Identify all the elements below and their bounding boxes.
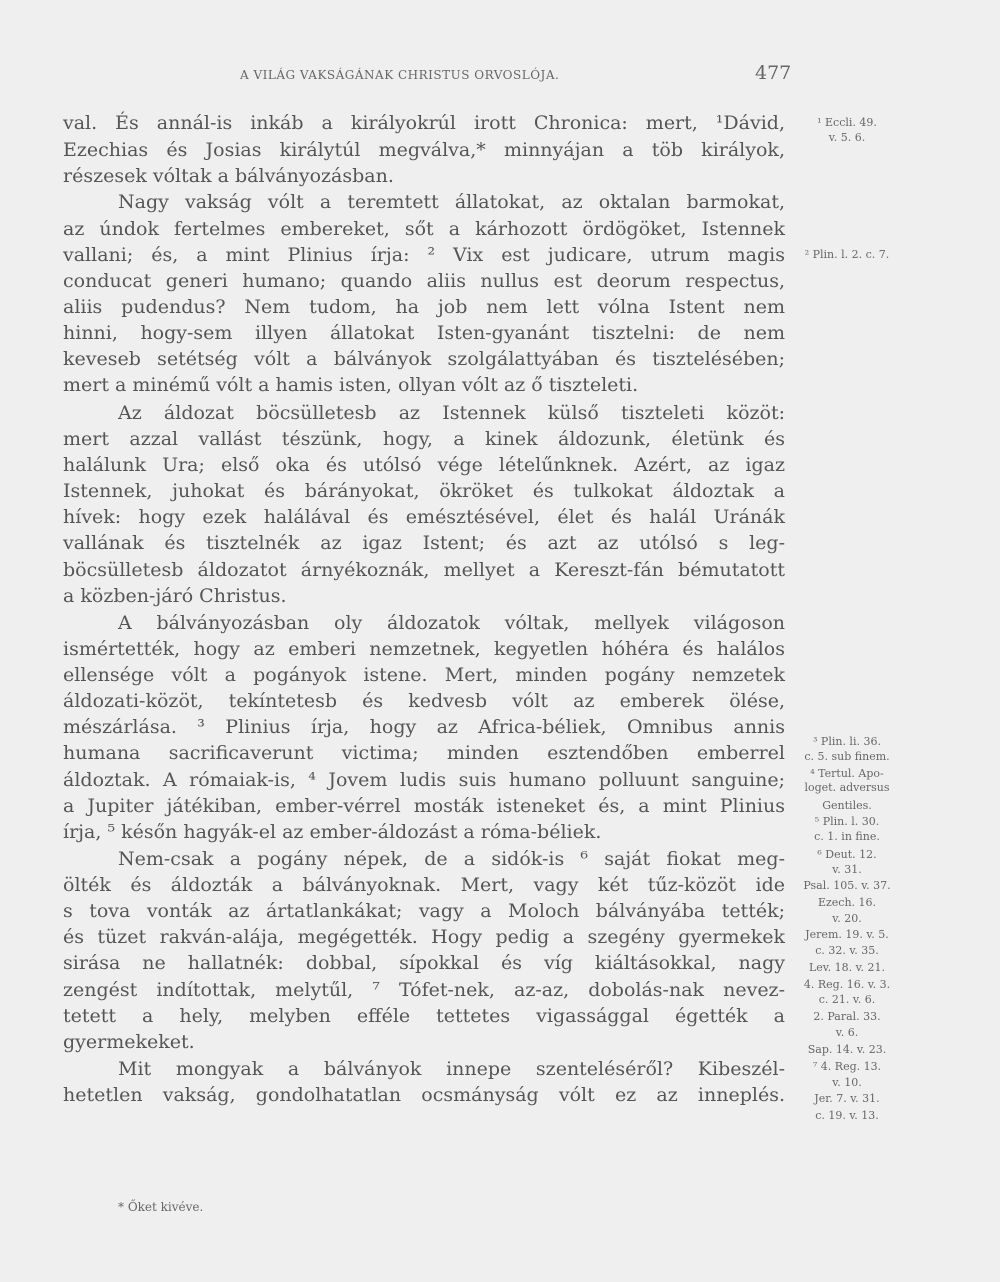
margin-note: Jerem. 19. v. 5. (805, 928, 889, 941)
text-line: áldozati-közöt, tekíntetesb és kedvesb vólt az emberek ölése, (63, 690, 785, 712)
text-line: hinni, hogy-sem illyen állatokat Isten-gyanánt tisztelni: de nem (63, 322, 785, 344)
margin-note: c. 5. sub finem. (804, 750, 890, 763)
margin-note: ⁷ 4. Reg. 13. (812, 1060, 882, 1073)
margin-note: loget. adversus (804, 781, 890, 794)
text-line: hetetlen vakság, gondolhatatlan ocsmányság vólt ez az inneplés. (63, 1084, 785, 1106)
text-line: írja, ⁵ későn hagyák-el az ember-áldozást a róma-béliek. (63, 821, 602, 843)
margin-note: ² Plin. l. 2. c. 7. (804, 248, 890, 261)
margin-note: ⁵ Plin. l. 30. (814, 815, 880, 828)
text-line: Ezechias és Josias királytúl megválva,* minnyájan a töb királyok, (63, 139, 785, 161)
text-line: aliis pudendus? Nem tudom, ha job nem lett vólna Istent nem (63, 296, 785, 318)
text-line: a közben-járó Christus. (63, 585, 287, 607)
text-line: humana sacrificaverunt victima; minden esztendőben emberrel (63, 742, 785, 764)
text-line: Nem-csak a pogány népek, de a sidók-is ⁶ saját fiokat meg- (118, 848, 785, 870)
margin-note: Psal. 105. v. 37. (803, 879, 891, 892)
margin-note: 4. Reg. 16. v. 3. (803, 978, 891, 991)
text-line: ismértették, hogy az emberi nemzetnek, kegyetlen hóhéra és halálos (63, 638, 785, 660)
margin-note: Sap. 14. v. 23. (807, 1043, 887, 1056)
margin-note: Gentiles. (822, 799, 872, 812)
page-header (0, 62, 1000, 88)
page-number: 477 (755, 62, 792, 84)
margin-note: v. 20. (832, 912, 862, 925)
text-line: mert azzal vallást tészünk, hogy, a kinek áldozunk, életünk és (63, 428, 785, 450)
margin-note: ³ Plin. li. 36. (813, 735, 881, 748)
text-line: ellensége vólt a pogányok istene. Mert, minden pogány nemzetek (63, 664, 785, 686)
text-line: ölték és áldozták a bálványoknak. Mert, vagy két tűz-közöt ide (63, 874, 785, 896)
text-line: keveseb setétség vólt a bálványok szolgálattyában és tisztelésében; (63, 348, 785, 370)
margin-note: ⁶ Deut. 12. (817, 848, 877, 861)
text-line: a Jupiter játékiban, ember-vérrel mosták isteneket és, a mint Plinius (63, 795, 785, 817)
text-line: halálunk Ura; első oka és utólsó vége lételűnknek. Azért, az igaz (63, 454, 785, 476)
margin-note: Lev. 18. v. 21. (808, 961, 886, 974)
margin-note: Ezech. 16. (817, 896, 877, 909)
text-line: A bálványozásban oly áldozatok vóltak, mellyek világoson (118, 612, 785, 634)
text-line: sirása ne hallatnék: dobbal, sípokkal és víg kiáltásokkal, nagy (63, 952, 785, 974)
text-line: Mit mongyak a bálványok innepe szenteléséről? Kibeszél- (118, 1058, 785, 1080)
text-line: mert a minémű vólt a hamis isten, ollyan vólt az ő tiszteleti. (63, 374, 639, 396)
text-line: gyermekeket. (63, 1031, 195, 1053)
text-line: böcsülletesb áldozatot árnyékoznák, mellyet a Kereszt-fán bémutatott (63, 559, 785, 581)
margin-note: c. 21. v. 6. (818, 993, 876, 1006)
margin-note: c. 32. v. 35. (815, 944, 879, 957)
text-line: tetett a hely, melyben efféle tettetes vigassággal égették a (63, 1005, 785, 1027)
margin-note: v. 31. (832, 863, 862, 876)
text-line: conducat generi humano; quando aliis nullus est deorum respectus, (63, 270, 785, 292)
footnote: * Őket kivéve. (118, 1200, 204, 1214)
margin-note: ¹ Eccli. 49. (817, 116, 877, 129)
margin-note: 2. Paral. 33. (813, 1010, 881, 1023)
text-line: Nagy vakság vólt a teremtett állatokat, az oktalan barmokat, (118, 191, 785, 213)
text-line: vallának és tisztelnék az igaz Istent; és azt az utólsó s leg- (63, 532, 785, 554)
text-line: és tüzet rakván-alája, megégették. Hogy pedig a szegény gyermekek (63, 926, 785, 948)
text-line: val. És annál-is inkáb a királyokrúl irott Chronica: mert, ¹Dávid, (63, 112, 785, 134)
margin-note: v. 5. 6. (828, 131, 866, 144)
text-line: az úndok fertelmes embereket, sőt a kárhozott ördögöket, Istennek (63, 218, 785, 240)
text-line: Istennek, juhokat és bárányokat, ökröket és tulkokat áldoztak a (63, 480, 785, 502)
text-line: mészárlása. ³ Plinius írja, hogy az Africa-béliek, Omnibus annis (63, 716, 785, 738)
text-line: s tova vonták az ártatlankákat; vagy a Moloch bálványába tették; (63, 900, 785, 922)
text-line: hívek: hogy ezek halálával és emésztésével, élet és halál Uránák (63, 506, 785, 528)
margin-note: v. 6. (835, 1026, 859, 1039)
text-line: áldoztak. A rómaiak-is, ⁴ Jovem ludis suis humano polluunt sanguine; (63, 769, 785, 791)
text-line: Az áldozat böcsülletesb az Istennek külső tiszteleti közöt: (118, 402, 785, 424)
margin-note: c. 19. v. 13. (815, 1109, 879, 1122)
margin-note: v. 10. (832, 1076, 862, 1089)
running-head: A VILÁG VAKSÁGÁNAK CHRISTUS ORVOSLÓJA. (240, 68, 560, 82)
margin-note: c. 1. in fine. (814, 830, 880, 843)
margin-note: ⁴ Tertul. Apo- (810, 767, 884, 780)
text-line: vallani; és, a mint Plinius írja: ² Vix est judicare, utrum magis (63, 244, 785, 266)
text-line: részesek vóltak a bálványozásban. (63, 165, 394, 187)
text-line: zengést indítottak, melytűl, ⁷ Tófet-nek, az-az, dobolás-nak nevez- (63, 979, 785, 1001)
margin-note: Jer. 7. v. 31. (814, 1092, 880, 1105)
